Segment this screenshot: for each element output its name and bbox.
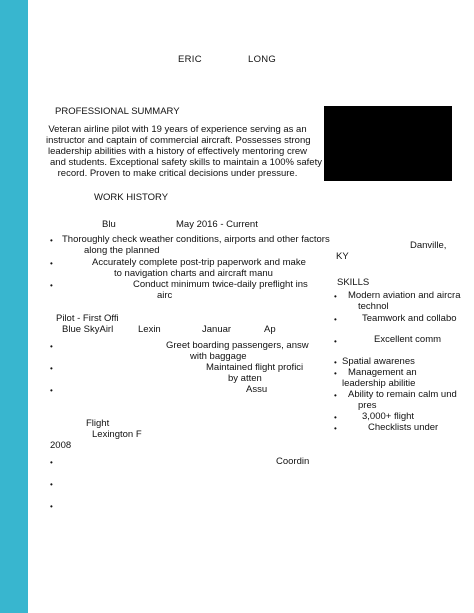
skills-heading: SKILLS: [337, 277, 370, 288]
job1-title-wrap: [100, 219, 116, 233]
skill-line: 3,000+ flight: [362, 411, 415, 422]
job2-bullet-line: Greet boarding passengers, answ: [166, 340, 309, 351]
accent-sidebar-bar: [0, 0, 28, 613]
job2-bullet-line: Assu: [246, 384, 268, 395]
bullet-dot: •: [50, 281, 53, 290]
skill-line: Checklists under: [368, 422, 439, 433]
bullet-dot: •: [50, 386, 53, 395]
bullet-dot: •: [50, 364, 53, 373]
job1-dates: May 2016 - Current: [176, 219, 258, 230]
work-heading-wrap: [94, 192, 169, 206]
job1-bullet-line: along the planned: [84, 245, 160, 256]
summary-heading: PROFESSIONAL SUMMARY: [55, 106, 180, 117]
bullet-dot: •: [50, 502, 53, 511]
job1-bullet-line: Accurately complete post-trip paperwork and make: [92, 257, 306, 268]
last-name: LONG: [248, 54, 277, 65]
bullet-dot: •: [334, 413, 337, 422]
job2-company: Blue SkyAirl: [62, 324, 114, 335]
bullet-dot: •: [334, 315, 337, 324]
bullet-dot: •: [50, 259, 53, 268]
bullet-dot: •: [50, 480, 53, 489]
skill-line: pres: [358, 400, 377, 411]
bullet-dot: •: [334, 337, 337, 346]
job3-title: Flight: [86, 418, 110, 429]
summary-line: leadership abilities with a history of effectively mentoring crew: [47, 146, 308, 157]
job1-bullet-line: airc: [157, 290, 173, 301]
summary-line: Veteran airline pilot with 19 years of experience serving as an: [48, 124, 307, 135]
bullet-dot: •: [50, 458, 53, 467]
job2-title: Pilot - First Offi: [56, 313, 119, 324]
job2-company-wrap: [62, 324, 116, 337]
job2-bullet-line: by atten: [228, 373, 262, 384]
job1-bullet-line: to navigation charts and aircraft manu: [114, 268, 273, 279]
job2-bullet-line: Maintained flight profici: [206, 362, 304, 373]
bullet-dot: •: [334, 424, 337, 433]
skill-line: technol: [358, 301, 389, 312]
skills-list: [330, 290, 461, 440]
job2-start-date: Januar: [202, 324, 232, 335]
summary-line: instructor and captain of commercial aircraft. Possesses strong: [46, 135, 311, 146]
contact-state: KY: [336, 251, 349, 262]
skill-line: Management an: [348, 367, 417, 378]
job2-end-date: Ap: [264, 324, 276, 335]
job1-bullet-line: Conduct minimum twice-daily preflight ins: [133, 279, 308, 290]
bullet-dot: •: [50, 342, 53, 351]
job3-bullet-line: Coordin: [276, 456, 310, 467]
first-name: ERIC: [178, 54, 202, 65]
bullet-dot: •: [334, 358, 337, 367]
contact-city: Danville,: [410, 240, 447, 251]
job1-bullets: [46, 234, 330, 304]
skill-line: Teamwork and collabo: [362, 313, 457, 324]
bullet-dot: •: [50, 236, 53, 245]
job3-bullets: [46, 456, 310, 512]
bullet-dot: •: [334, 391, 337, 400]
profile-photo-placeholder: [324, 106, 452, 181]
job2-bullets: [46, 340, 310, 396]
work-heading: WORK HISTORY: [94, 192, 169, 203]
job2-city: Lexin: [138, 324, 161, 335]
skill-line: Ability to remain calm und: [348, 389, 457, 400]
summary-line: record. Proven to make critical decisions under pressure.: [57, 168, 298, 179]
skill-line: Spatial awarenes: [342, 356, 415, 367]
summary-line: and students. Exceptional safety skills to maintain a 100% safety: [50, 157, 322, 168]
job1-title: Blu: [102, 219, 116, 230]
summary-text: [46, 124, 322, 184]
bullet-dot: •: [334, 369, 337, 378]
bullet-dot: •: [334, 292, 337, 301]
skill-line: Excellent comm: [374, 334, 442, 345]
job3-year: 2008: [50, 440, 72, 451]
skill-line: leadership abilitie: [342, 378, 416, 389]
job2-bullet-line: with baggage: [190, 351, 247, 362]
job1-bullet-line: Thoroughly check weather conditions, airports and other factors: [62, 234, 330, 245]
skill-line: Modern aviation and aircra: [348, 290, 461, 301]
job3-company: Lexington F: [92, 429, 142, 440]
